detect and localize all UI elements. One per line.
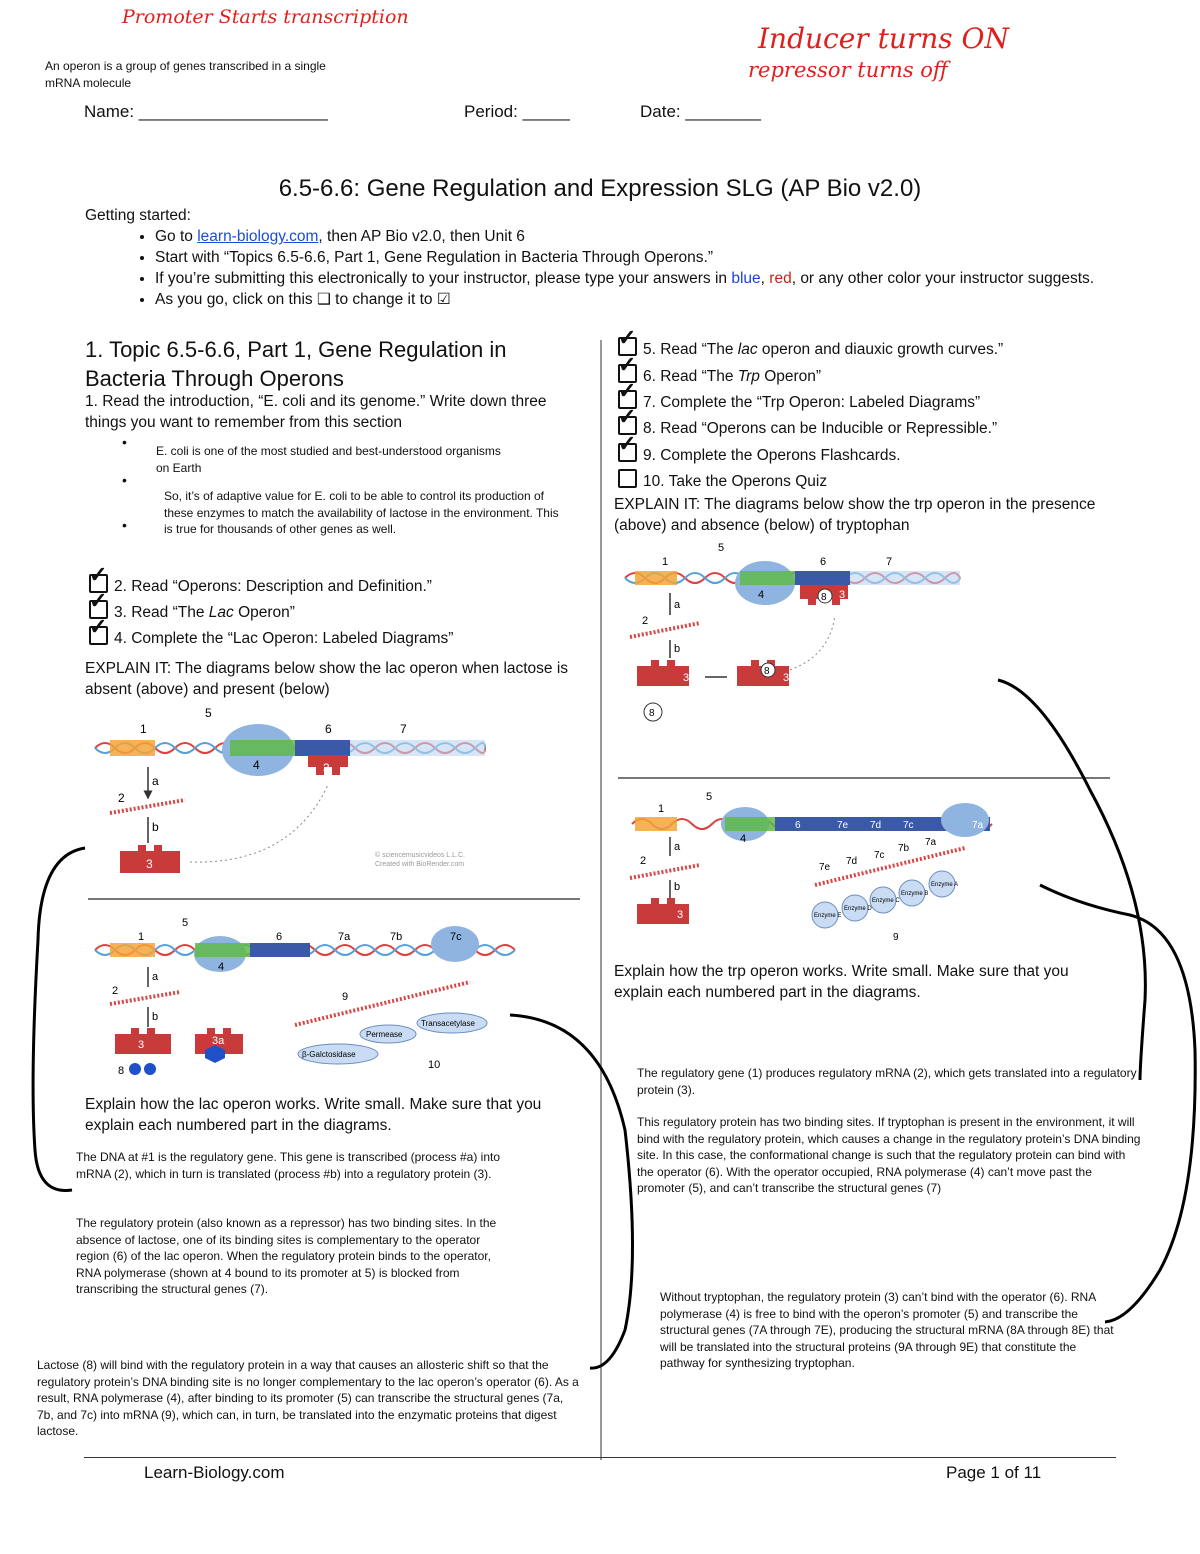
operon-definition-note: An operon is a group of genes transcribed in a single mRNA molecule [45, 59, 326, 90]
answer-1: E. coli is one of the most studied and best-understood organisms on Earth [156, 444, 501, 475]
diagram-label: 1 [662, 556, 669, 568]
diagram-label: b [674, 643, 681, 655]
diagram-label: 9 [342, 991, 349, 1003]
diagram-label: 3 [146, 857, 153, 871]
diagram-label: 4 [758, 589, 765, 601]
date-field[interactable]: Date: ________ [640, 102, 761, 121]
footer-page-number: Page 1 of 11 [946, 1463, 1042, 1482]
diagram-label: 7c [903, 820, 914, 831]
diagram-label: 8 [821, 592, 827, 603]
task-7[interactable]: ✓7. Complete the “Trp Operon: Labeled Diagrams” [618, 390, 980, 417]
lac-answer-1: The DNA at #1 is the regulatory gene. This gene is transcribed (process #a) into mRNA (2), which in turn is translated (process #b) into a regulatory protein (3). [76, 1150, 501, 1181]
page-title: 6.5-6.6: Gene Regulation and Expression SLG (AP Bio v2.0) [278, 175, 922, 202]
lac-answer-2: The regulatory protein (also known as a repressor) has two binding sites. In the absence of lactose, one of its binding sites is complementary to the operator region (6) of the lac operon. When the regulatory protein binds to the operator, RNA polymerase (shown at 4 bound to its promoter at 5) is blocked from transcribing the structural genes (7). [76, 1216, 497, 1296]
task-2[interactable]: ✓2. Read “Operons: Description and Definition.” [89, 574, 432, 601]
diagram-label: 7a [972, 820, 984, 831]
task-4[interactable]: ✓4. Complete the “Lac Operon: Labeled Diagrams” [89, 626, 453, 653]
diagram-label: 6 [276, 931, 283, 943]
diagram-label: 5 [182, 917, 189, 929]
diagram-label: 7e [819, 862, 831, 873]
diagram-label: 1 [140, 722, 147, 736]
diagram-label: 7 [886, 556, 893, 568]
trp-answer-1: The regulatory gene (1) produces regulatory mRNA (2), which gets translated into a regulatory protein (3). [637, 1066, 1137, 1097]
diagram-label: 7c [450, 931, 462, 943]
diagram-label: 5 [706, 791, 713, 803]
diagram-label: 1 [138, 931, 145, 943]
diagram-label: a [152, 971, 159, 983]
diagram-label: a [674, 841, 681, 853]
bullet-dot: • [122, 434, 127, 450]
diagram-label: 7b [390, 931, 403, 943]
footer-site: Learn-Biology.com [144, 1463, 285, 1482]
diagram-label: 5 [205, 706, 212, 720]
trp-answer-2: This regulatory protein has two binding sites. If tryptophan is present in the environment, it will bind with the regulatory protein, which causes a change in the regulatory protein’s DNA binding site. In this case, the conformational change is such that the regulatory protein can bind with the operator (6). With the operator occupied, RNA polymerase (4) can’t move past the promoter (5), and can’t transcribe the structural genes (7) [637, 1115, 1141, 1195]
lac-answer-3: Lactose (8) will bind with the regulatory protein in a way that causes an allosteric shift so that the regulatory protein’s DNA binding site is no longer complementary to the lac operon’s operator (6). As a result, RNA polymerase (4), after binding to its promoter (5) can transcribe the structural genes (7a, 7b, and 7c) into mRNA (9), which can, in turn, be translated into the enzymatic proteins that digest lactose. [37, 1358, 579, 1438]
diagram-label: 7d [870, 820, 882, 831]
diagram-label: Permease [366, 1030, 403, 1039]
learn-biology-link[interactable]: learn-biology.com [197, 228, 319, 245]
getting-started-item: • If you’re submitting this electronically to your instructor, please type your answers in blue, red, or any other color your instructor suggests. [155, 268, 1095, 289]
diagram-credit: © sciencemusicvideos L.L.C. [375, 852, 465, 859]
diagram-label: 1 [658, 803, 665, 815]
diagram-label: β-Galctosidase [302, 1050, 356, 1059]
diagram-label: 8 [764, 666, 770, 677]
diagram-label: b [674, 881, 681, 893]
diagram-label: b [152, 820, 159, 834]
diagram-label: 7 [400, 722, 407, 736]
explain-trp-prompt: EXPLAIN IT: The diagrams below show the trp operon in the presence (above) and absence (below) of tryptophan [614, 496, 1096, 534]
getting-started-item: • Go to learn-biology.com, then AP Bio v2.0, then Unit 6 [155, 226, 1095, 247]
diagram-label: 2 [112, 985, 119, 997]
diagram-label: Enzyme A [931, 882, 959, 888]
answer-2: So, it’s of adaptive value for E. coli to be able to control its production of these enzymes to match the availability of lactose in the environment. This is true for thousands of other genes as well. [164, 489, 559, 536]
diagram-label: 3 [138, 1039, 145, 1051]
diagram-label: Enzyme E [814, 913, 842, 919]
diagram-label: b [152, 1011, 159, 1023]
diagram-label: 5 [718, 542, 725, 554]
trp-answer-3: Without tryptophan, the regulatory protein (3) can’t bind with the operator (6). RNA polymerase (4) is free to bind with the operon’s promoter (5) and transcribe the structural genes (7A through 7E), producing the structural mRNA (8A through 8E) that will be translated into the structural proteins (9A through 9E) that constitute the pathway for synthesizing tryptophan. [660, 1290, 1114, 1370]
task-3[interactable]: ✓3. Read “The Lac Operon” [89, 600, 295, 627]
section-heading: 1. Topic 6.5-6.6, Part 1, Gene Regulation in Bacteria Through Operons [85, 337, 507, 391]
diagram-label: 6 [325, 722, 332, 736]
handwritten-note-repressor: repressor turns off [748, 58, 948, 82]
explain-lac-question: Explain how the lac operon works. Write small. Make sure that you explain each numbered part in the diagrams. [85, 1096, 542, 1134]
task-9[interactable]: ✓9. Complete the Operons Flashcards. [618, 443, 901, 470]
handwritten-note-inducer: Inducer turns ON [758, 22, 1010, 55]
diagram-label: 3 [677, 909, 684, 921]
explain-trp-question: Explain how the trp operon works. Write small. Make sure that you explain each numbered part in the diagrams. [614, 963, 1069, 1001]
diagram-label: 6 [820, 556, 827, 568]
diagram-label: 3 [839, 589, 846, 601]
task-8[interactable]: ✓8. Read “Operons can be Inducible or Repressible.” [618, 416, 997, 443]
diagram-label: 4 [253, 758, 260, 772]
diagram-label: a [152, 774, 159, 788]
task-6[interactable]: ✓6. Read “The Trp Operon” [618, 364, 821, 391]
diagram-label: 9 [893, 932, 899, 943]
getting-started-item: • Start with “Topics 6.5-6.6, Part 1, Gene Regulation in Bacteria Through Operons.” [155, 247, 1095, 268]
diagram-label: 4 [740, 833, 747, 845]
handwritten-note-promoter: Promoter Starts transcription [122, 6, 409, 28]
diagram-label: 10 [428, 1059, 441, 1071]
diagram-label: 2 [642, 615, 649, 627]
diagram-label: 3a [212, 1035, 225, 1047]
diagram-label: 3 [683, 672, 690, 684]
diagram-label: 7b [936, 833, 948, 844]
diagram-label: Transacetylase [421, 1019, 475, 1028]
diagram-label: 7c [874, 850, 885, 861]
diagram-label: 7b [898, 843, 910, 854]
task-10[interactable]: 10. Take the Operons Quiz [618, 469, 827, 496]
explain-lac-prompt: EXPLAIN IT: The diagrams below show the lac operon when lactose is absent (above) and present (below) [85, 660, 569, 698]
diagram-label: 2 [118, 791, 125, 805]
diagram-label: 4 [218, 961, 225, 973]
diagram-label: 8 [118, 1065, 125, 1077]
getting-started-label: Getting started: [85, 207, 191, 224]
diagram-label: 7a [338, 931, 351, 943]
bullet-dot: • [122, 472, 127, 488]
name-field[interactable]: Name: ____________________ [84, 102, 328, 121]
diagram-label: 3 [323, 761, 330, 775]
diagram-label: 3 [783, 672, 790, 684]
diagram-label: 6 [795, 820, 801, 831]
diagram-label: Enzyme D [844, 906, 872, 912]
getting-started-item: • As you go, click on this ❑ to change it to ☑ [155, 289, 1095, 310]
diagram-label: a [674, 599, 681, 611]
diagram-label: Enzyme C [872, 898, 900, 904]
diagram-label: 7d [846, 856, 858, 867]
bullet-dot: • [122, 517, 127, 533]
period-field[interactable]: Period: _____ [464, 102, 570, 121]
diagram-label: 7a [925, 837, 937, 848]
question-1: 1. Read the introduction, “E. coli and its genome.” Write down three things you want to remember from this section [85, 393, 547, 431]
diagram-label: Enzyme B [901, 891, 929, 897]
diagram-label: 2 [640, 855, 647, 867]
diagram-credit: Created with BioRender.com [375, 861, 465, 868]
diagram-label: 8 [649, 708, 655, 719]
diagram-label: 7e [837, 820, 849, 831]
task-5[interactable]: ✓5. Read “The lac operon and diauxic growth curves.” [618, 337, 1003, 364]
